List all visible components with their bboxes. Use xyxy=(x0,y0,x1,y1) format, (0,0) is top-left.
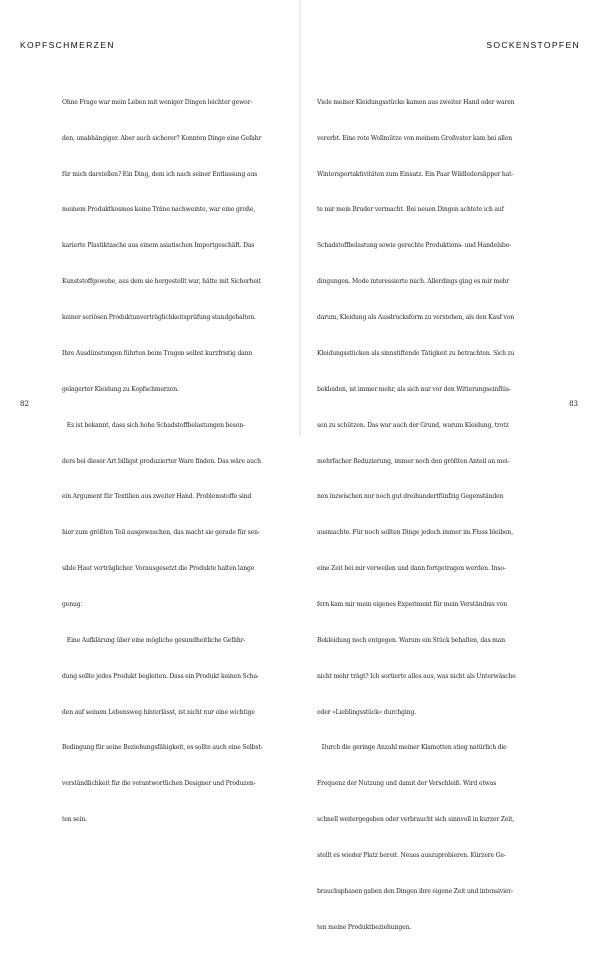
text-line: ders bei dieser Art billigst produzierter Ware finden. Das wäre auch xyxy=(62,457,261,465)
text-line: meinem Produktkosmos keine Träne nachweinte, war eine große, xyxy=(62,206,256,214)
running-head-right: SOCKENSTOPFEN xyxy=(486,40,580,50)
page-number-right: 83 xyxy=(569,400,578,408)
text-line: Kleidungsstücken als sinnstiftende Tätigkeit zu betrachten. Sich zu xyxy=(317,349,515,357)
text-line: Eine Aufklärung über eine mögliche gesundheitliche Gefähr- xyxy=(62,636,246,644)
text-line: Wintersportaktivitäten zum Einsatz. Ein Paar Wildlederslipper hat- xyxy=(317,170,514,178)
text-line: nicht mehr trägt? Ich sortierte alles aus, was nicht als Unterwäsche xyxy=(317,672,516,680)
body-text-right xyxy=(317,73,516,958)
text-line: Frequenz der Nutzung und damit der Verschleiß. Wird etwas xyxy=(317,780,497,788)
text-line: Durch die geringe Anzahl meiner Klamotten stieg natürlich die xyxy=(317,744,507,752)
text-line: eine Zeit bei mir verweilen und dann fortgetragen werden. Inso- xyxy=(317,565,506,573)
text-line: dung sollte jedes Produkt begleiten. Dass ein Produkt keinen Scha- xyxy=(62,672,259,680)
text-line: ein Argument für Textilien aus zweiter Hand. Problemstoffe sind xyxy=(62,493,252,501)
right-page xyxy=(300,0,600,931)
text-line: stellt es wieder Platz bereit. Neues auszuprobieren. Kürzere Ge- xyxy=(317,851,506,859)
text-line: vererbt. Eine rote Wollmütze von meinem Großvater kam bei allen xyxy=(317,134,513,142)
text-line: Ohne Frage war mein Leben mit weniger Dingen leichter gewor- xyxy=(62,98,253,106)
text-line: hier zum größten Teil ausgewaschen, das macht sie gerade für sen- xyxy=(62,529,260,537)
text-line: oder »Lieblingsstück« durchging. xyxy=(317,708,417,716)
text-line: bekleiden, ist immer mehr, als sich nur vor den Witterungseinflüs- xyxy=(317,385,511,393)
text-line: darum, Kleidung als Ausdrucksform zu verstehen, als den Kauf von xyxy=(317,314,515,322)
text-line: nen inzwischen nur noch gut dreihundertfünfzig Gegenständen xyxy=(317,493,504,501)
text-line: te mir mein Bruder vermacht. Bei neuen Dingen achtete ich auf xyxy=(317,206,504,214)
text-line: ten meine Produktbeziehungen. xyxy=(317,923,412,931)
text-line: den auf seinem Lebensweg hinterlässt, ist nicht nur eine wichtige xyxy=(62,708,255,716)
text-line: ten sein. xyxy=(62,816,87,824)
text-line: Ihre Ausdünstungen führten beim Tragen selbst kurzfristig dann xyxy=(62,349,253,357)
page-number-left: 82 xyxy=(20,400,29,408)
text-line: Viele meiner Kleidungsstücke kamen aus zweiter Hand oder waren xyxy=(317,98,515,106)
text-line: für mich darstellen? Ein Ding, dem ich nach seiner Entlassung aus xyxy=(62,170,258,178)
text-line: Schadstoffbelastung sowie gerechte Produktions- und Handelsbe- xyxy=(317,242,512,250)
text-line: karierte Plastiktasche aus einem asiatischen Importgeschäft. Das xyxy=(62,242,255,250)
text-line: mehrfacher Reduzierung, immer noch den größten Anteil an mei- xyxy=(317,457,510,465)
text-line: fern kam mir mein eigenes Experiment für mein Verständnis von xyxy=(317,600,507,608)
text-line: sible Haut verträglicher. Vorausgesetzt die Produkte halten lange xyxy=(62,565,255,573)
text-line: sen zu schützen. Das war auch der Grund, warum Kleidung, trotz xyxy=(317,421,509,429)
text-line: Es ist bekannt, dass sich hohe Schadstoffbelastungen beson- xyxy=(62,421,245,429)
text-line: Bekleidung noch entgegen. Warum ein Stück behalten, das man xyxy=(317,636,506,644)
text-line: keiner seriösen Produktunverträglichkeitsprüfung standgehalten. xyxy=(62,314,256,322)
text-line: gelagerter Kleidung zu Kopfschmerzen. xyxy=(62,385,179,393)
text-line: dingungen. Mode interessierte mich. Allerdings ging es mir mehr xyxy=(317,278,510,286)
text-line: den, unabhängiger. Aber auch sicherer? Konnten Dinge eine Gefahr xyxy=(62,134,262,142)
text-line: genug. xyxy=(62,600,83,608)
text-line: Bedingung für seine Beziehungsfähigkeit, es sollte auch eine Selbst- xyxy=(62,744,263,752)
text-line: verständlichkeit für die verantwortlichen Designer und Produzen- xyxy=(62,780,256,788)
text-line: Kunststoffgewebe, aus dem sie hergestellt war, hätte mit Sicherheit xyxy=(62,278,261,286)
text-line: brauchsphasen gaben den Dingen ihre eigene Zeit und intensivier- xyxy=(317,887,514,895)
body-text-left xyxy=(62,73,263,850)
left-page xyxy=(0,0,300,824)
text-line: ausmachte. Für noch sollten Dinge jedoch immer im Fluss bleiben, xyxy=(317,529,514,537)
text-line: schnell weitergegeben oder verbraucht sich sinnvoll in kurzer Zeit, xyxy=(317,816,515,824)
running-head-left: KOPFSCHMERZEN xyxy=(20,40,115,50)
